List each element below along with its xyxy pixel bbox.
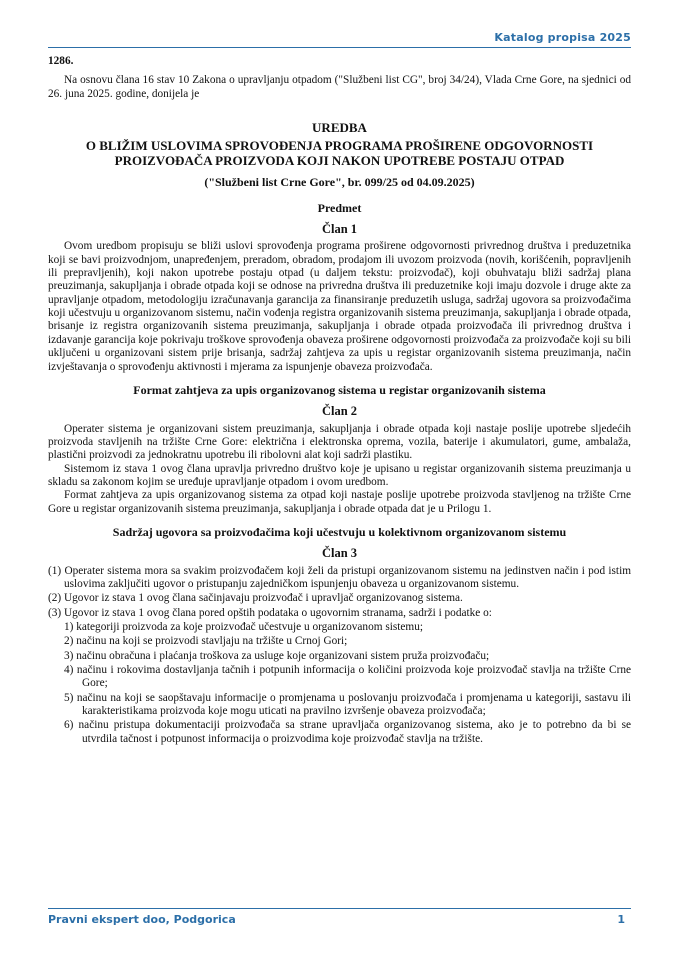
article-3-item-5: 5) načinu na koji se saopštavaju informacije o promjenama u poslovanju proizvođača i promjenama u kategoriji, sastavu ili karakteristikama proizvoda koje mogu uticati na pravilno izvršenje obaveza proizvođača; (64, 691, 631, 718)
document-body (48, 55, 631, 747)
document-type: UREDBA (312, 120, 367, 136)
article-2-heading: Član 2 (321, 404, 358, 419)
gazette-reference: ("Službeni list Crne Gore", br. 099/25 od 04.09.2025) (204, 175, 475, 190)
article-3-item-6: 6) načinu pristupa dokumentaciji proizvođača sa strane upravljača organizovanog sistema, ako je to potrebno da bi se utvrdila tačnost i potpunost informacija o proizvodima koje proizvođač stavlja na tržište. (64, 719, 631, 745)
catalog-title: Katalog propisa 2025 (494, 31, 631, 44)
page-number: 1 (617, 913, 625, 926)
article-1-text: Ovom uredbom propisuju se bliži uslovi sprovođenja programa proširene odgovornosti privrednog društva i preduzetnika koji se bavi proizvodnjom, unapređenjem, preradom, obradom, prodajom ili uvozom proizvoda (novih, korišćenih, popravljenih ili prepravljenih), koji nakon upotrebe postaju otpad (u daljem tekstu: proizvođač), koji obuhvataju bliži sadržaj plana preuzimanja, sakupljanja i obrade otpada koji se odnose na privredna društva ili preduzetnike koji imaju dozvole i druge akte za upravljanje otpadom, metodologiju izračunavanja garancija za finansiranje preduzetih usluga, sadržaj ugovora sa proizvođačima koji učestvuju u organizovanom sistemu, način vođenja registra organizovanih sistema preuzimanja, sakupljanja i obrade otpada, brisanje iz registra organizovanih sistema preuzimanja, sakupljanja i obrade otpada proizvođača ili privrednog društva i izdavanje garancija koje pokrivaju troškove sprovođenja obaveza proširene odgovornosti proizvođača za proizvođače koji su bili uključeni u organizovani sistem prije brisanja, sadržaj zahtjeva za upis u registar organizovanih sistema preuzimanja, način izvještavanja o sprovođenju aktivnosti i mjerama za ispunjenje obaveza proizvođača. (48, 240, 631, 373)
article-3-item-3: 3) načinu obračuna i plaćanja troškova za usluge koje organizovani sistem pruža proizvođaču; (64, 649, 490, 662)
page-header (48, 29, 631, 48)
article-2-paragraph-3: Format zahtjeva za upis organizovanog sistema za otpad koji nastaje poslije upotrebe proizvoda stavljenog na tržište Crne Gore u registar organizovanih sistema preuzimanja, sakupljanja i obrade otpada dat je u Prilogu 1. (48, 489, 631, 515)
article-1-heading: Član 1 (321, 222, 358, 237)
article-3-item-4: 4) načinu i rokovima dostavljanja tačnih i potpunih informacija o količini proizvoda koje proizvođač stavlja na tržište Crne Gore; (64, 664, 631, 690)
intro-paragraph: Na osnovu člana 16 stav 10 Zakona o upravljanju otpadom ("Službeni list CG", broj 34/24), Vlada Crne Gore, na sjednici od 26. juna 2025. godine, donijela je (48, 74, 631, 100)
document-title: O BLIŽIM USLOVIMA SPROVOĐENJA PROGRAMA PROŠIRENE ODGOVORNOSTI PROIZVOĐAČA PROIZVODA KOJI NAKON UPOTREBE POSTAJU OTPAD (85, 138, 594, 169)
publisher-name: Pravni ekspert doo, Podgorica (48, 913, 236, 926)
article-3-paragraph-2: (2) Ugovor iz stava 1 ovog člana sačinjavaju proizvođač i upravljač organizovanog sistema. (48, 592, 463, 605)
article-2-paragraph-2: Sistemom iz stava 1 ovog člana upravlja privredno društvo koje je upisano u registar organizovanih sistema preuzimanja u skladu sa zakonom kojim se uređuje upravljanje otpadom i ovom uredbom. (48, 462, 631, 488)
article-3-item-2: 2) načinu na koji se proizvodi stavljaju na tržište u Crnoj Gori; (64, 635, 348, 648)
document-number: 1286. (48, 55, 74, 67)
article-3-paragraph-1: (1) Operater sistema mora sa svakim proizvođačem koji želi da pristupi organizovanom sistemu na jedinstven način i pod istim uslovima zaključiti ugovor o pristupanju zajedničkom ispunjenju obaveza u organizovanom sistemu. (48, 564, 631, 590)
section-heading-format: Format zahtjeva za upis organizovanog sistema u registar organizovanih sistema (133, 382, 546, 397)
article-3-heading: Član 3 (321, 546, 358, 561)
article-3-paragraph-3: (3) Ugovor iz stava 1 ovog člana pored opštih podataka o ugovornim stranama, sadrži i podatke o: (48, 606, 492, 619)
subject-heading: Predmet (317, 200, 362, 215)
section-heading-contracts: Sadržaj ugovora sa proizvođačima koji učestvuju u kolektivnom organizovanom sistemu (112, 524, 567, 539)
page-footer (48, 908, 631, 926)
article-3-item-1: 1) kategoriji proizvoda za koje proizvođač učestvuje u organizovanom sistemu; (64, 621, 423, 633)
article-2-paragraph-1: Operater sistema je organizovani sistem preuzimanja, sakupljanja i obrade otpada koji nastaje poslije upotrebe sljedećih proizvoda stavljenih na tržište Crne Gore: električna i elektronska oprema, vozila, baterije i akumulatori, gume, ambalaža, plastični proizvodi za jednokratnu upotrebu ili ribolovni alat koji sadrži plastiku. (48, 422, 631, 462)
